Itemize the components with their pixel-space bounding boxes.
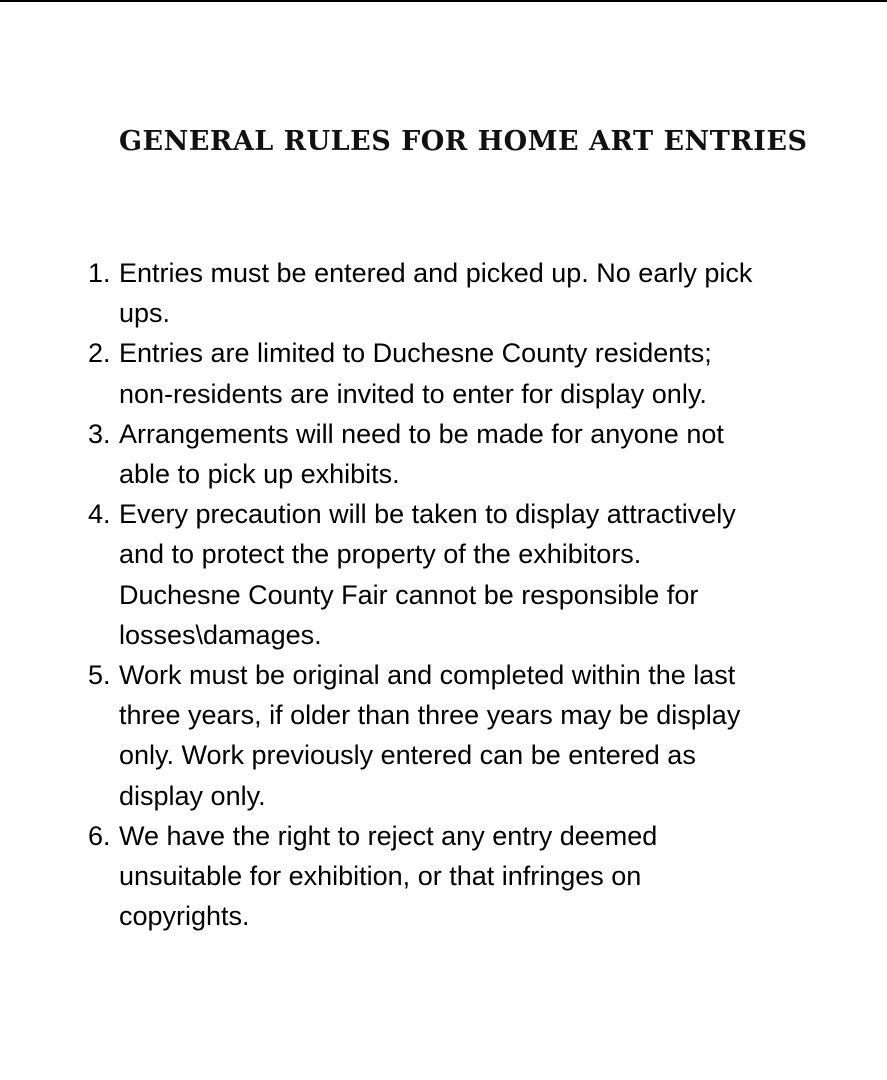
document-title: GENERAL RULES FOR HOME ART ENTRIES xyxy=(119,126,808,157)
rule-number: 2. xyxy=(88,338,111,369)
rule-line: non-residents are invited to enter for display only. xyxy=(119,378,707,409)
rule-line: losses\damages. xyxy=(119,619,322,650)
rule-line: Duchesne County Fair cannot be responsible for xyxy=(119,579,699,610)
rule-item-4 xyxy=(88,494,838,655)
rule-line: only. Work previously entered can be entered as xyxy=(119,740,696,771)
rule-line: Arrangements will need to be made for anyone not xyxy=(119,418,724,449)
rule-number: 5. xyxy=(88,660,111,691)
rule-item-3 xyxy=(88,414,838,494)
rules-list xyxy=(88,253,838,936)
rule-line: and to protect the property of the exhibitors. xyxy=(119,539,642,570)
rule-item-5 xyxy=(88,655,838,816)
rule-number: 4. xyxy=(88,499,111,530)
rule-line: three years, if older than three years may be display xyxy=(119,700,741,731)
rule-line: copyrights. xyxy=(119,901,250,932)
rule-line: display only. xyxy=(119,780,266,811)
rule-line: able to pick up exhibits. xyxy=(119,459,400,490)
rule-line: unsuitable for exhibition, or that infringes on xyxy=(119,861,642,892)
rule-line: We have the right to reject any entry deemed xyxy=(119,820,658,851)
rule-line: Entries must be entered and picked up. No early pick xyxy=(119,258,753,288)
rule-line: Entries are limited to Duchesne County residents; xyxy=(119,338,712,369)
rule-number: 6. xyxy=(88,820,111,851)
rule-number: 1. xyxy=(88,258,111,288)
rule-item-6 xyxy=(88,816,838,937)
rule-item-2 xyxy=(88,333,838,413)
top-border-line xyxy=(0,0,887,2)
rule-line: ups. xyxy=(119,298,171,329)
rule-number: 3. xyxy=(88,418,111,449)
rule-line: Work must be original and completed within the last xyxy=(119,660,736,691)
rule-item-1 xyxy=(88,253,838,333)
rule-line: Every precaution will be taken to display attractively xyxy=(119,499,736,530)
